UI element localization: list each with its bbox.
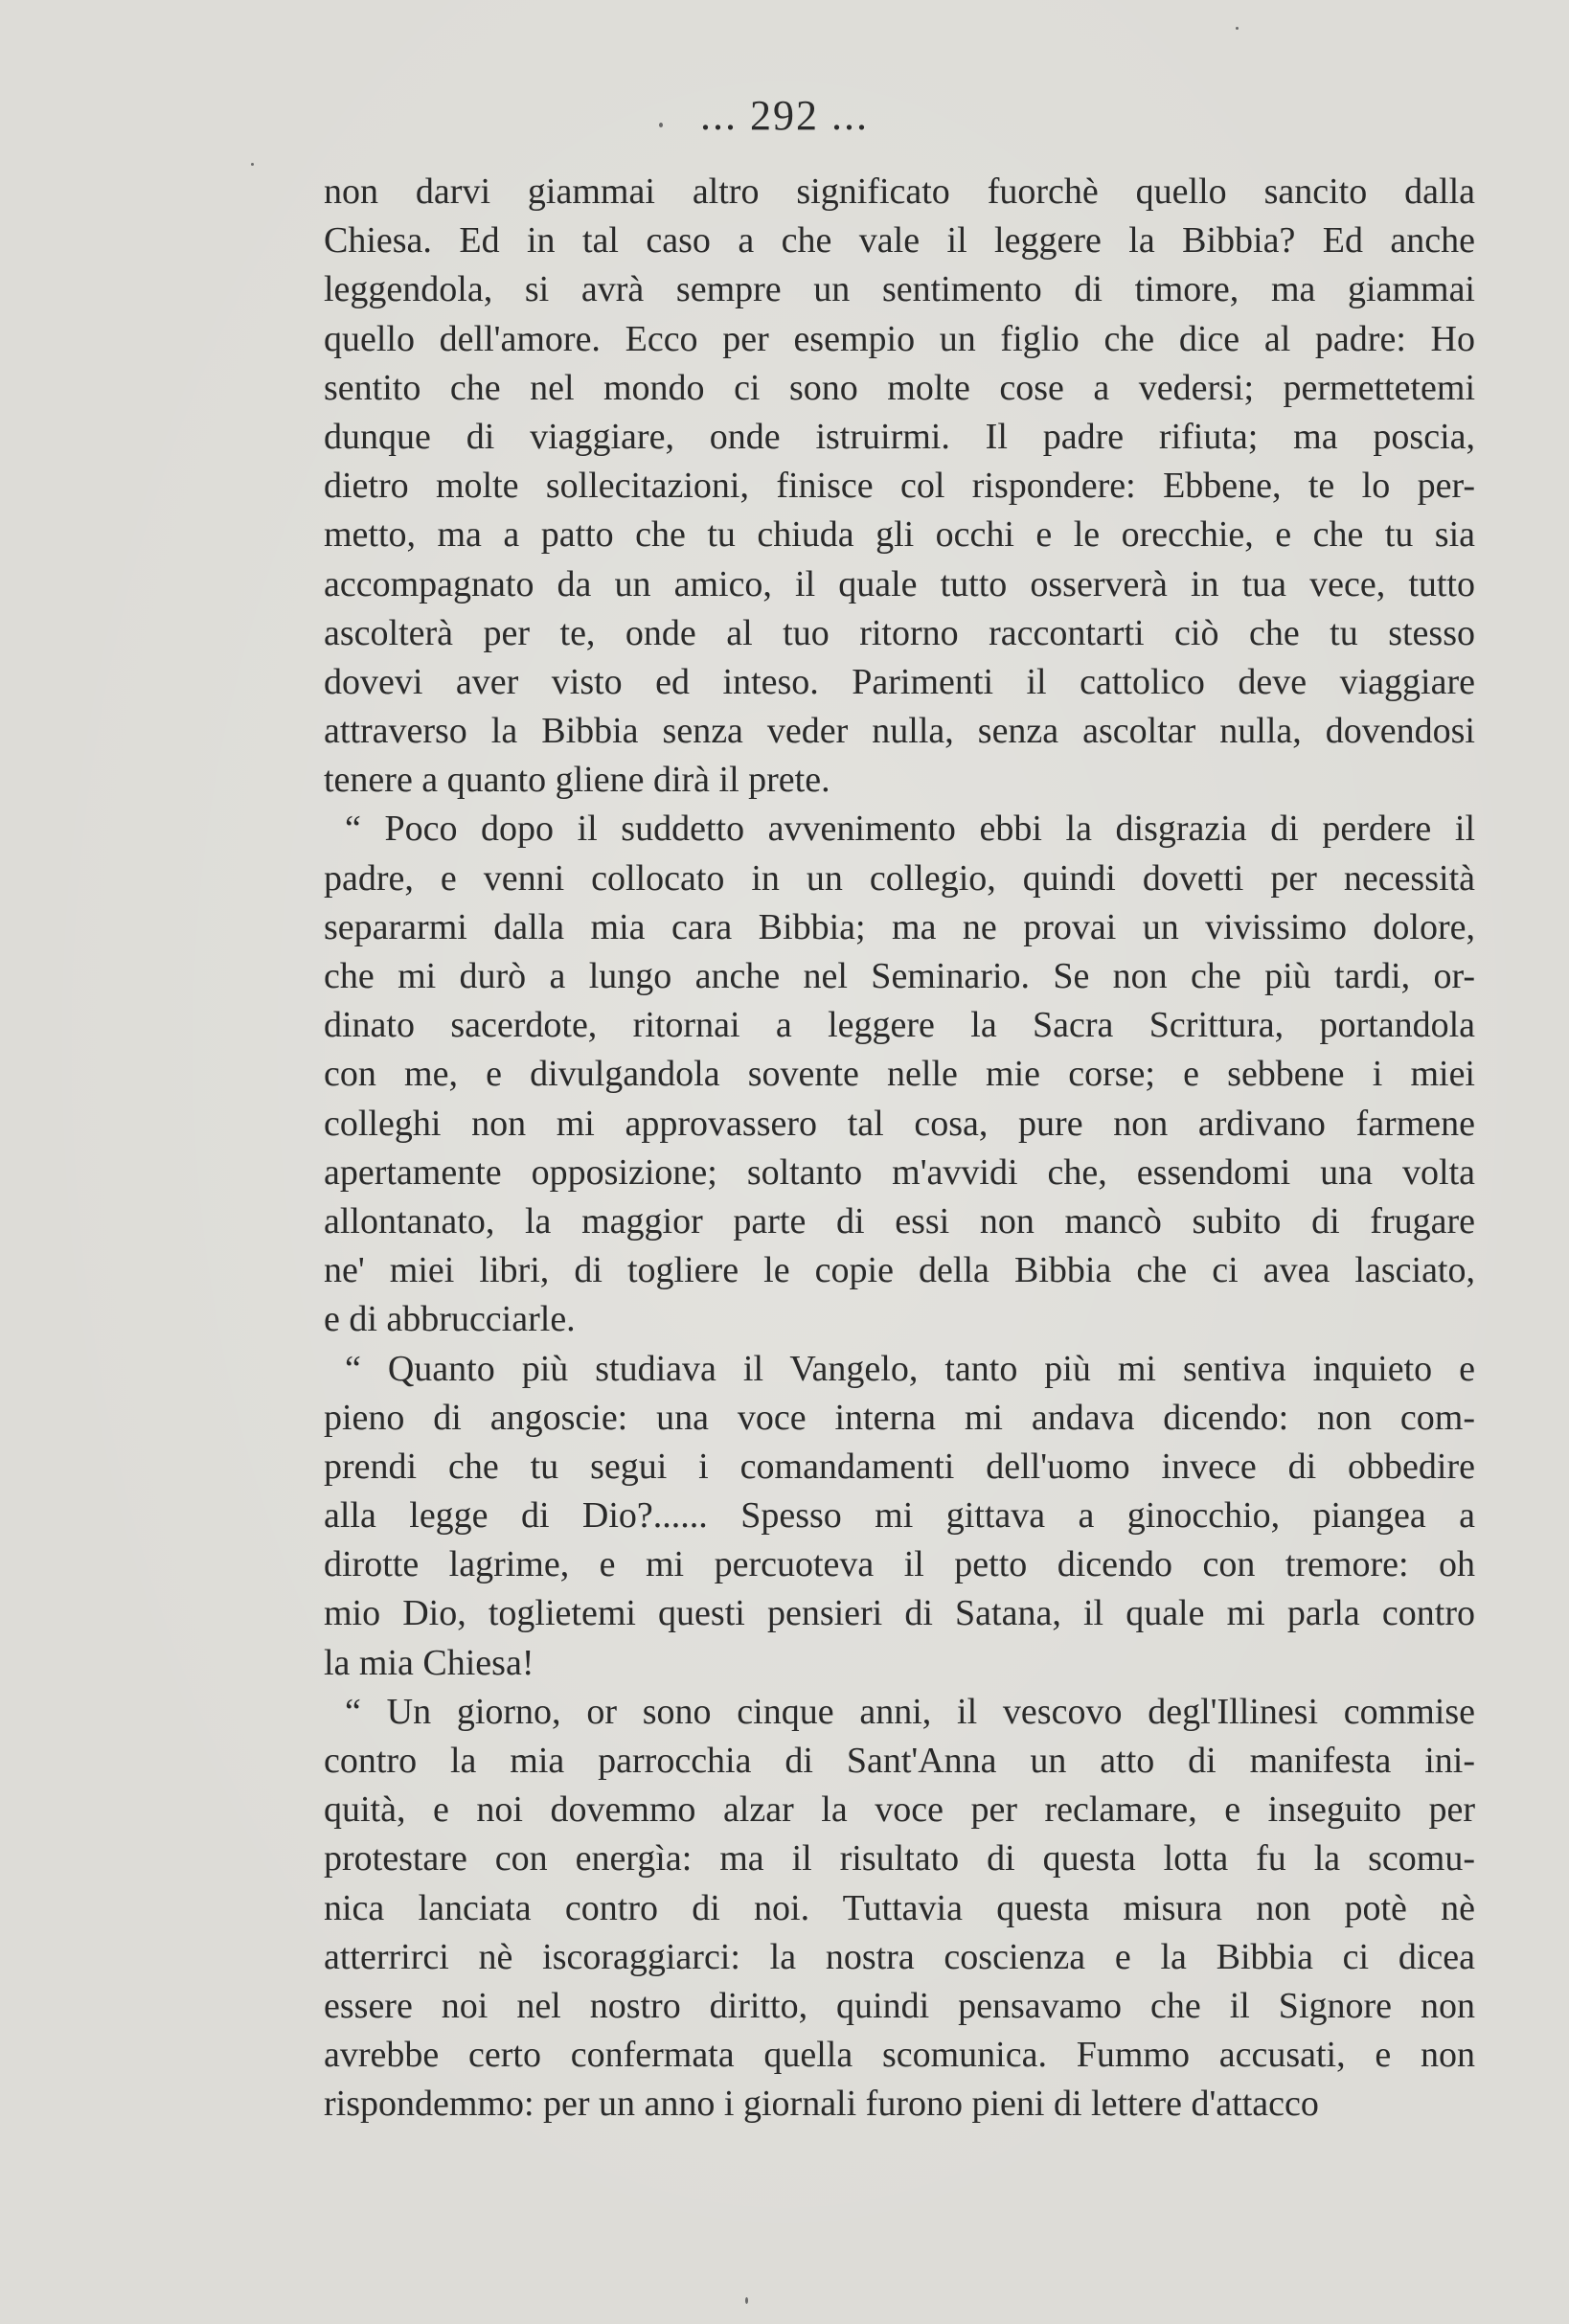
text-line: ne' miei libri, di togliere le copie della Bibbia che ci avea lasciato, — [324, 1250, 1475, 1291]
text-line: padre, e venni collocato in un collegio, quindi dovetti per necessità — [324, 857, 1475, 899]
paper-speck — [659, 123, 663, 127]
paper-speck — [251, 163, 254, 166]
text-line: dovevi aver visto ed inteso. Parimenti il cattolico deve viaggiare — [324, 661, 1475, 702]
text-line: essere noi nel nostro diritto, quindi pensavamo che il Signore non — [324, 1985, 1475, 2026]
text-line: avrebbe certo confermata quella scomunica. Fummo accusati, e non — [324, 2035, 1475, 2076]
text-line: quità, e noi dovemmo alzar la voce per reclamare, e inseguito per — [324, 1789, 1475, 1831]
text-line: dietro molte sollecitazioni, finisce col rispondere: Ebbene, te lo per- — [324, 466, 1475, 507]
text-line: prendi che tu segui i comandamenti dell'uomo invece di obbedire — [324, 1446, 1475, 1487]
text-line: “ Poco dopo il suddetto avvenimento ebbi la disgrazia di perdere il — [345, 809, 1475, 850]
text-line: “ Quanto più studiava il Vangelo, tanto più mi sentiva inquieto e — [345, 1348, 1475, 1389]
page-number: ... 292 ... — [700, 92, 869, 139]
text-line: alla legge di Dio?...... Spesso mi gittava a ginocchio, piangea a — [324, 1495, 1475, 1537]
text-line: dirotte lagrime, e mi percuoteva il petto dicendo con tremore: oh — [324, 1544, 1475, 1585]
paragraph — [324, 1688, 1475, 2130]
text-line: metto, ma a patto che tu chiuda gli occhi e le orecchie, e che tu sia — [324, 514, 1475, 556]
paper-speck — [745, 2297, 748, 2304]
text-line: contro la mia parrocchia di Sant'Anna un atto di manifesta ini- — [324, 1741, 1475, 1781]
text-line: “ Un giorno, or sono cinque anni, il vescovo degl'Illinesi commise — [345, 1691, 1475, 1732]
body-text — [324, 168, 1475, 2130]
text-line: dunque di viaggiare, onde istruirmi. Il padre rifiuta; ma poscia, — [324, 416, 1475, 457]
text-line: nica lanciata contro di noi. Tuttavia questa misura non potè nè — [324, 1887, 1475, 1928]
paragraph — [324, 168, 1475, 805]
text-line: mio Dio, toglietemi questi pensieri di Satana, il quale mi parla contro — [324, 1593, 1475, 1634]
text-line: ascolterà per te, onde al tuo ritorno raccontarti ciò che tu stesso — [324, 612, 1475, 653]
text-line: quello dell'amore. Ecco per esempio un figlio che dice al padre: Ho — [324, 318, 1475, 359]
text-line: colleghi non mi approvassero tal cosa, pure non ardivano farmene — [324, 1103, 1475, 1144]
paragraph — [324, 1345, 1475, 1688]
text-line: accompagnato da un amico, il quale tutto osserverà in tua vece, tutto — [324, 563, 1475, 604]
text-line: separarmi dalla mia cara Bibbia; ma ne provai un vivissimo dolore, — [324, 906, 1475, 947]
text-line: non darvi giammai altro significato fuorchè quello sancito dalla — [324, 171, 1475, 212]
text-line: rispondemmo: per un anno i giornali furono pieni di lettere d'attacco — [324, 2084, 1319, 2125]
text-line: pieno di angoscie: una voce interna mi andava dicendo: non com- — [324, 1397, 1475, 1438]
text-line: tenere a quanto gliene dirà il prete. — [324, 760, 830, 801]
text-line: atterrirci nè iscoraggiarci: la nostra coscienza e la Bibbia ci dicea — [324, 1936, 1475, 1977]
text-line: Chiesa. Ed in tal caso a che vale il leggere la Bibbia? Ed anche — [324, 220, 1475, 262]
text-line: che mi durò a lungo anche nel Seminario. Se non che più tardi, or- — [324, 956, 1475, 996]
paper-speck — [1236, 27, 1239, 30]
text-line: dinato sacerdote, ritornai a leggere la Sacra Scrittura, portandola — [324, 1005, 1475, 1046]
text-line: e di abbrucciarle. — [324, 1299, 576, 1340]
text-line: leggendola, si avrà sempre un sentimento di timore, ma giammai — [324, 269, 1475, 310]
paragraph — [324, 805, 1475, 1344]
text-line: attraverso la Bibbia senza veder nulla, senza ascoltar nulla, dovendosi — [324, 711, 1475, 752]
text-line: apertamente opposizione; soltanto m'avvidi che, essendomi una volta — [324, 1151, 1475, 1193]
text-line: la mia Chiesa! — [324, 1642, 534, 1683]
text-line: sentito che nel mondo ci sono molte cose a vedersi; permettetemi — [324, 367, 1475, 408]
text-line: allontanato, la maggior parte di essi non mancò subito di frugare — [324, 1200, 1475, 1242]
text-line: con me, e divulgandola sovente nelle mie corse; e sebbene i miei — [324, 1054, 1475, 1095]
text-line: protestare con energìa: ma il risultato di questa lotta fu la scomu- — [324, 1838, 1475, 1880]
